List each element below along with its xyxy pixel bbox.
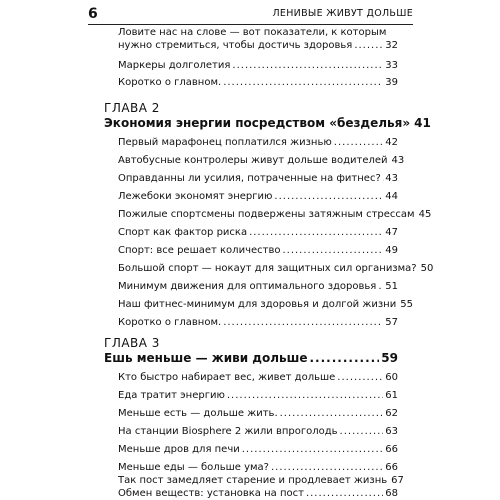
toc-entry-text-line1: Ловите нас на слове — вот показатели, к которым (118, 27, 387, 38)
chapter-title-entry[interactable] (104, 352, 398, 365)
chapter-label: ГЛАВА 3 (104, 336, 160, 350)
leader-dots (271, 461, 383, 474)
leader-dots (227, 389, 383, 402)
toc-entry-page: 49 (385, 245, 398, 256)
leader-dots (337, 371, 383, 384)
toc-entry-page: 60 (385, 372, 398, 383)
toc-entry-text: Наш фитнес-минимум для здоровья и долгой жизни (118, 299, 397, 310)
leader-dots (223, 316, 383, 329)
leader-dots (242, 443, 384, 456)
toc-entry[interactable] (118, 26, 398, 52)
leader-dots (223, 76, 383, 89)
toc-entry-text: Меньше есть — дольше жить. (118, 408, 278, 419)
toc-entry[interactable] (118, 316, 398, 329)
toc-entry-page: 55 (400, 299, 413, 310)
toc-entry[interactable] (118, 59, 398, 72)
leader-dots (232, 59, 383, 72)
toc-entry-page: 43 (391, 155, 405, 166)
toc-entry-page: 67 (391, 475, 404, 486)
chapter-title: Экономия энергии посредством «безделья» (104, 116, 411, 130)
toc-entry[interactable] (118, 443, 398, 456)
toc-entry-page: 62 (385, 408, 398, 419)
toc-entry-text: Пожилые спортсмены подвержены затяжным стрессам (118, 209, 415, 220)
chapter-label: ГЛАВА 2 (104, 101, 160, 115)
toc-entry-page: 59 (381, 351, 398, 365)
toc-entry[interactable] (118, 425, 398, 438)
toc-entry-page: 45 (418, 209, 432, 220)
toc-entry[interactable] (118, 474, 404, 487)
toc-entry-page: 44 (385, 191, 398, 202)
leader-dots (282, 244, 383, 257)
toc-entry-text: Еда тратит энергию (118, 390, 225, 401)
toc-entry-text: Коротко о главном. (118, 77, 222, 88)
toc-entry-text: Минимум движения для оптимального здоровья (118, 281, 377, 292)
leader-dots (334, 136, 383, 149)
toc-entry[interactable] (118, 280, 398, 293)
toc-entry[interactable] (118, 389, 398, 402)
leader-dots (310, 352, 380, 365)
chapter-title-entry[interactable] (104, 116, 431, 130)
leader-dots (280, 407, 384, 420)
toc-entry[interactable] (118, 154, 405, 167)
toc-entry-page: 39 (385, 77, 398, 88)
toc-entry[interactable] (118, 76, 398, 89)
toc-entry-page: 33 (385, 60, 398, 71)
leader-dots (249, 226, 383, 239)
toc-entry[interactable] (118, 262, 434, 275)
toc-entry[interactable] (118, 172, 398, 185)
toc-entry[interactable] (118, 136, 398, 149)
toc-entry-text: На станции Biosphere 2 жили впроголодь (118, 426, 338, 437)
toc-entry-text: Обмен веществ: установка на пост (118, 488, 304, 499)
page-number: 6 (88, 6, 98, 22)
leader-dots (340, 425, 384, 438)
toc-entry[interactable] (118, 371, 398, 384)
leader-dots (306, 487, 383, 500)
toc-entry-page: 68 (385, 488, 398, 499)
toc-entry-text: Кто быстро набирает вес, живет дольше (118, 372, 336, 383)
toc-entry[interactable] (118, 208, 432, 221)
toc-entry-page: 51 (385, 281, 398, 292)
running-title: ЛЕНИВЫЕ ЖИВУТ ДОЛЬШЕ (272, 8, 413, 19)
toc-entry-text: Так пост замедляет старение и продлевает жизнь (118, 475, 388, 486)
leader-dots (354, 39, 383, 52)
toc-entry-page: 42 (385, 137, 398, 148)
toc-entry-text: Меньше дров для печи (118, 444, 240, 455)
toc-entry-text: Спорт как фактор риска (118, 227, 248, 238)
toc-entry-page: 66 (385, 462, 398, 473)
toc-entry-text: Большой спорт — нокаут для защитных сил организма? (118, 263, 417, 274)
chapter-title: Ешь меньше — живи дольше (104, 351, 308, 365)
toc-entry-text: Спорт: все решает количество (118, 245, 281, 256)
toc-entry[interactable] (118, 298, 413, 311)
toc-entry[interactable] (118, 461, 398, 474)
toc-entry-text: Первый марафонец поплатился жизнью (118, 137, 332, 148)
toc-entry-text: Маркеры долголетия (118, 60, 231, 71)
leader-dots (274, 190, 383, 203)
toc-entry[interactable] (118, 226, 398, 239)
toc-entry-page: 61 (385, 390, 398, 401)
toc-entry-text: Автобусные контролеры живут дольше водителей (118, 155, 388, 166)
toc-entry-page: 41 (414, 116, 431, 130)
toc-entry-page: 57 (385, 317, 398, 328)
toc-entry-text: Оправданны ли усилия, потраченные на фитнес? (118, 173, 381, 184)
toc-entry[interactable] (118, 487, 398, 500)
leader-dots (383, 172, 384, 185)
toc-entry-page: 63 (385, 426, 398, 437)
toc-entry-page: 47 (385, 227, 398, 238)
toc-entry-page: 43 (385, 173, 398, 184)
toc-entry-text: Меньше еды — больше ума? (118, 462, 269, 473)
toc-entry-text: Лежебоки экономят энергию (118, 191, 273, 202)
toc-entry-page: 50 (420, 263, 434, 274)
toc-entry-text: нужно стремиться, чтобы достичь здоровья (118, 40, 353, 51)
toc-entry[interactable] (118, 407, 398, 420)
toc-entry[interactable] (118, 244, 398, 257)
toc-entry-page: 32 (385, 40, 398, 51)
toc-entry[interactable] (118, 190, 398, 203)
toc-entry-page: 66 (385, 444, 398, 455)
toc-entry-text: Коротко о главном. (118, 317, 222, 328)
leader-dots (378, 280, 383, 293)
